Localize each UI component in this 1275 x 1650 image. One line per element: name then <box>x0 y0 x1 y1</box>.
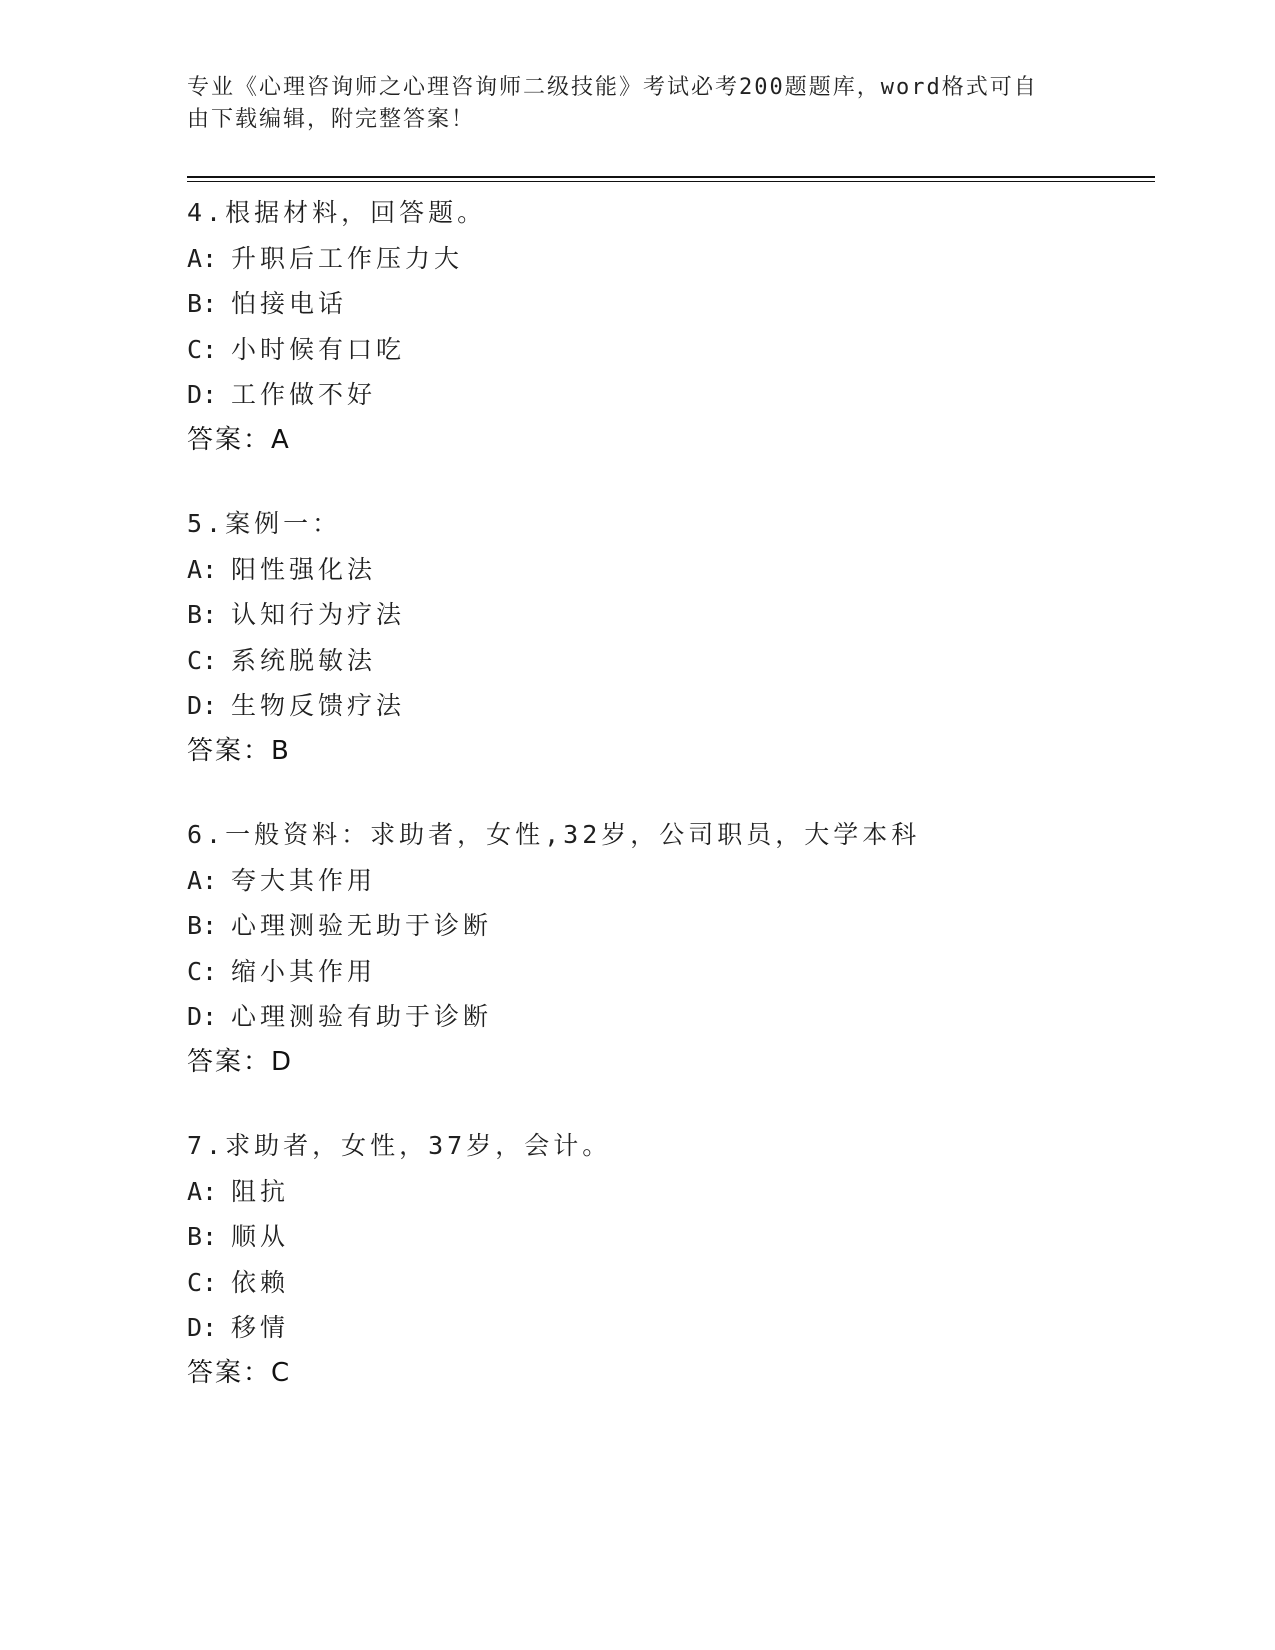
option-letter: D: <box>187 1313 218 1342</box>
option-letter: B: <box>187 911 218 940</box>
answer-line: 答案：D <box>187 1046 294 1077</box>
question-stem: 4.根据材料，回答题。 <box>187 198 487 227</box>
option-letter: B: <box>187 289 218 318</box>
option-b <box>187 1214 1147 1260</box>
option-c <box>187 1260 1147 1306</box>
option-text: 升职后工作压力大 <box>231 243 464 273</box>
option-c <box>187 327 1147 373</box>
question-stem: 7.求助者，女性，37岁，会计。 <box>187 1131 612 1160</box>
answer-line: 答案：C <box>187 1357 292 1388</box>
option-letter: D: <box>187 691 218 720</box>
header-divider-thick <box>187 176 1155 178</box>
option-letter: B: <box>187 1222 218 1251</box>
question-block <box>187 812 1147 1085</box>
option-text: 小时候有口吃 <box>231 334 406 364</box>
option-a <box>187 236 1147 282</box>
question-stem: 6.一般资料：求助者，女性,32岁，公司职员，大学本科 <box>187 820 921 849</box>
option-text: 移情 <box>231 1313 290 1342</box>
option-text: 缩小其作用 <box>231 956 377 986</box>
option-text: 顺从 <box>231 1222 290 1251</box>
answer-line: 答案：B <box>187 735 291 766</box>
answer-line: 答案：A <box>187 424 291 455</box>
option-a <box>187 858 1147 904</box>
document-header <box>187 72 1067 136</box>
option-text: 怕接电话 <box>231 289 348 318</box>
header-line-1: 专业《心理咨询师之心理咨询师二级技能》考试必考200题题库，word格式可自 <box>187 75 1038 100</box>
question-list <box>187 190 1147 1434</box>
option-text: 心理测验无助于诊断 <box>231 911 493 940</box>
option-letter: A: <box>187 554 218 584</box>
option-text: 系统脱敏法 <box>231 645 377 675</box>
option-letter: A: <box>187 865 218 895</box>
option-text: 夸大其作用 <box>231 865 377 895</box>
option-c <box>187 638 1147 684</box>
option-d <box>187 372 1147 418</box>
option-letter: D: <box>187 380 218 409</box>
option-d <box>187 1305 1147 1351</box>
option-letter: C: <box>187 334 218 364</box>
option-a <box>187 547 1147 593</box>
option-text: 阻抗 <box>231 1176 290 1206</box>
option-letter: A: <box>187 243 218 273</box>
option-d <box>187 994 1147 1040</box>
question-block <box>187 1123 1147 1396</box>
option-b <box>187 281 1147 327</box>
option-text: 心理测验有助于诊断 <box>231 1002 493 1031</box>
question-stem: 5.案例一： <box>187 509 342 538</box>
option-text: 依赖 <box>231 1267 290 1297</box>
question-block <box>187 190 1147 463</box>
option-c <box>187 949 1147 995</box>
option-d <box>187 683 1147 729</box>
header-divider-thin <box>187 181 1155 182</box>
option-a <box>187 1169 1147 1215</box>
option-text: 工作做不好 <box>231 380 377 409</box>
option-b <box>187 592 1147 638</box>
option-text: 生物反馈疗法 <box>231 691 406 720</box>
option-letter: B: <box>187 600 218 629</box>
option-letter: C: <box>187 645 218 675</box>
option-b <box>187 903 1147 949</box>
question-block <box>187 501 1147 774</box>
option-text: 认知行为疗法 <box>231 600 406 629</box>
option-letter: C: <box>187 1267 218 1297</box>
option-letter: D: <box>187 1002 218 1031</box>
option-letter: C: <box>187 956 218 986</box>
option-letter: A: <box>187 1176 218 1206</box>
option-text: 阳性强化法 <box>231 554 377 584</box>
header-line-2: 由下载编辑，附完整答案！ <box>187 107 476 132</box>
